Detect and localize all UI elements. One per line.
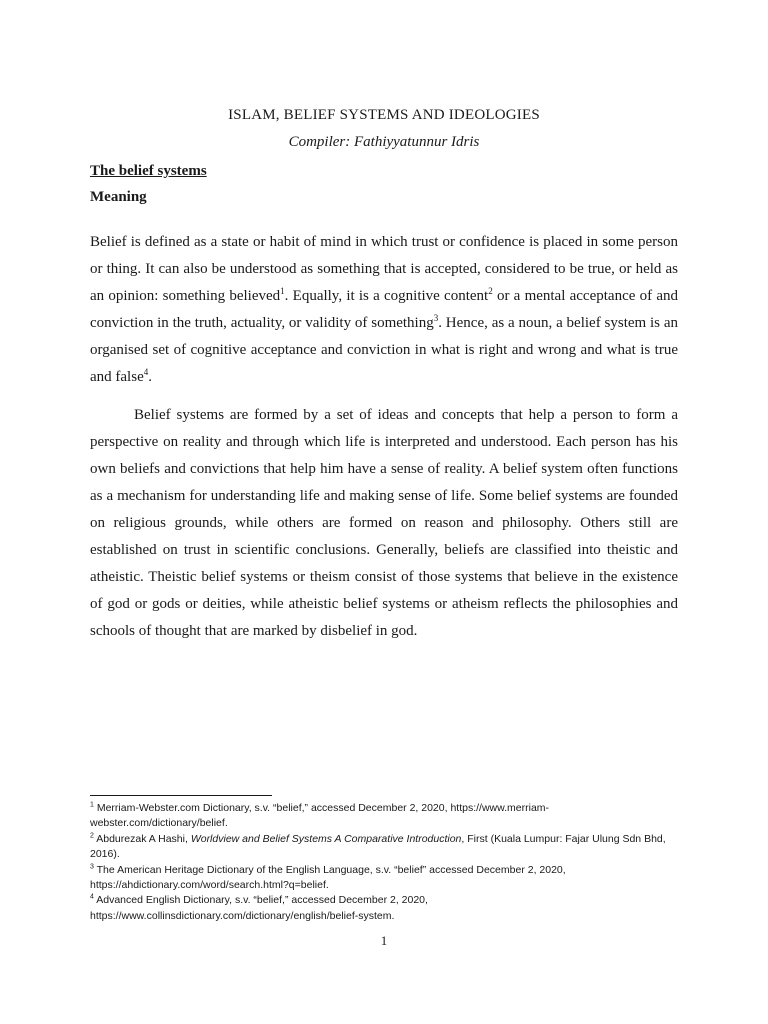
paragraph-text: Belief is defined as a state or habit of mind in which trust or confidence is placed in some person or thing. It can also be understood as something that is accepted, considered to be true, or held as an opinion: something believed [90,234,678,304]
paragraph-text: or a mental acceptance of and conviction in the truth, actuality, or validity of something [90,288,679,331]
footnote-1 [90,801,680,832]
footnote-text: Merriam-Webster.com Dictionary, s.v. “belief,” accessed December 2, 2020, https://www.merriam-webster.com/dictionary/belief. [90,802,550,830]
paragraph-text: . Equally, it is a cognitive content [284,288,489,304]
compiler-line: Compiler: Fathiyyatunnur Idris [288,134,480,150]
footnote-text: Advanced English Dictionary, s.v. “belief,” accessed December 2, 2020, https://www.collinsdictionary.com/dictionary/english/belief-system. [90,894,428,922]
footnote-book-title: Worldview and Belief Systems A Comparative Introduction [190,832,462,845]
paragraph-belief-systems: Belief systems are formed by a set of ideas and concepts that help a person to form a perspective on reality and through which life is interpreted and understood. Each person has his own beliefs and convictions that help him have a sense of reality. A belief system often functions as a mechanism for understanding life and making sense of life. Some belief systems are founded on religious grounds, while others are formed on reason and philosophy. Others still are established on trust in scientific conclusions. Generally, beliefs are classified into theistic and atheistic. Theistic belief systems or theism consist of those systems that believe in the existence of god or gods or deities, while atheistic belief systems or atheism reflects the philosophies and schools of thought that are marked by disbelief in god. [90,407,678,639]
footnote-ref-2[interactable]: 2 [488,286,493,296]
footnote-ref-4[interactable]: 4 [143,367,149,377]
footnote-number: 3 [90,863,94,871]
footnote-separator [90,795,272,796]
document-title: ISLAM, BELIEF SYSTEMS AND IDEOLOGIES [228,107,540,123]
footnote-number: 2 [90,832,94,840]
footnote-ref-3[interactable]: 3 [433,313,439,323]
footnote-text: , First (Kuala Lumpur: Fajar Ulung Sdn Bhd, 2016). [90,832,666,861]
paragraph-text: . [148,369,152,385]
section-heading: The belief systems [90,163,207,179]
footnote-text: Abdurezak A Hashi, [93,832,191,845]
footnote-number: 4 [90,893,94,901]
footnote-number: 1 [90,801,94,809]
footnote-text: The American Heritage Dictionary of the English Language, s.v. “belief” accessed December 2, 2020, https://ahdictionary.com/word/search.html?q=belief. [90,863,566,892]
paragraph-definition [90,229,678,391]
page-number: 1 [380,933,388,948]
subheading-meaning: Meaning [90,189,147,205]
paragraph-text: . Hence, as a noun, a belief system is an organised set of cognitive acceptance and conviction in what is right and wrong and what is true and false [90,315,679,385]
footnote-4 [90,893,680,924]
footnote-ref-1[interactable]: 1 [280,286,285,296]
footnote-2 [90,832,680,863]
footnote-3 [90,863,680,894]
footnotes-list [90,801,680,924]
